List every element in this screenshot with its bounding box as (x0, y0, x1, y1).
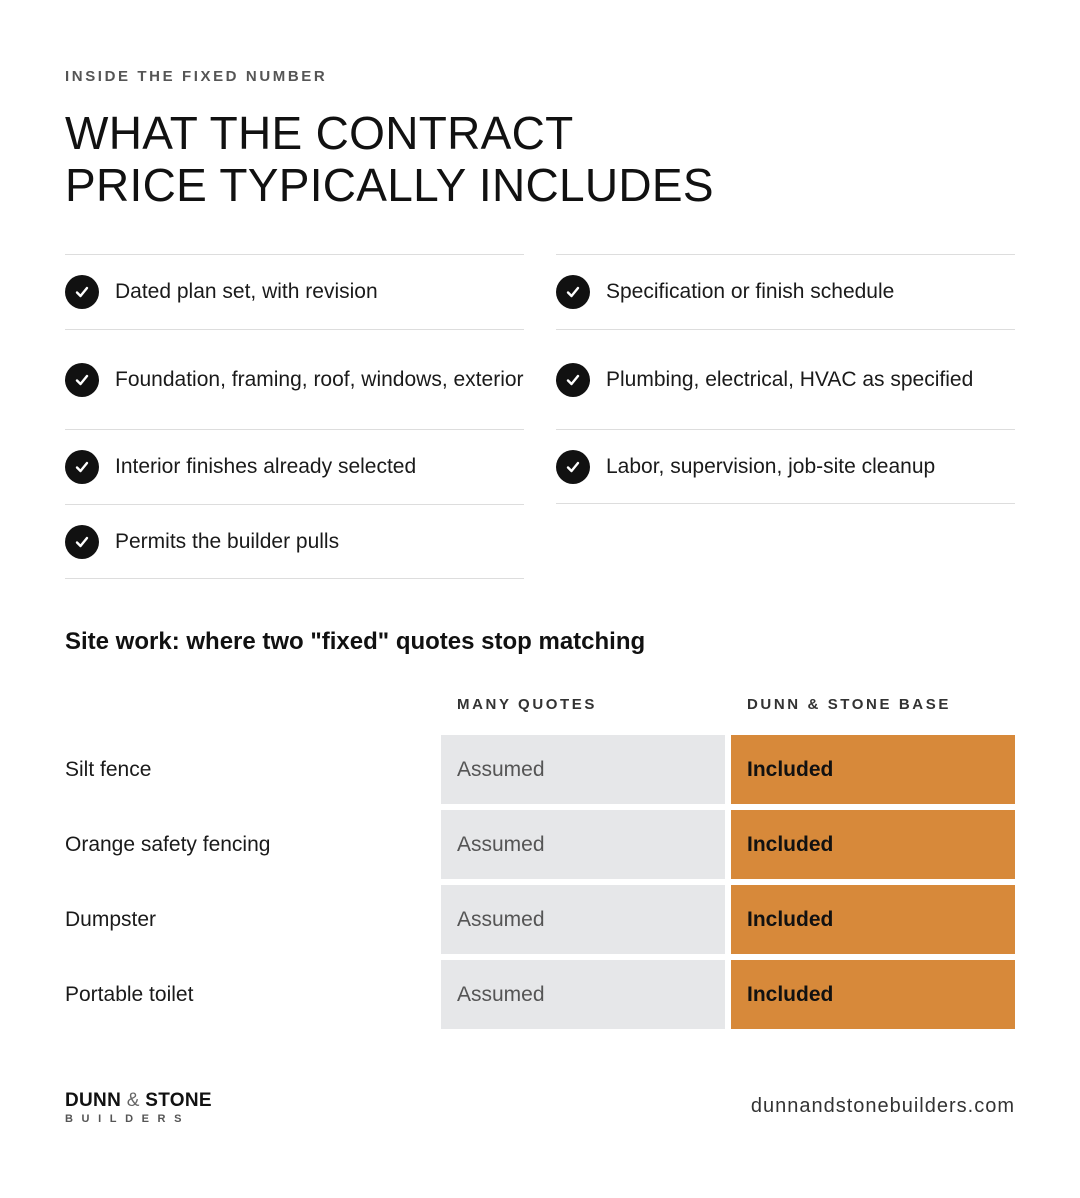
checklist-item (65, 254, 524, 329)
table-row (65, 885, 1015, 960)
checklist-item (556, 329, 1015, 429)
site-work-table (65, 690, 1015, 1035)
checklist-column-left (65, 254, 524, 579)
many-quotes-cell: Assumed (441, 960, 725, 1029)
many-quotes-cell: Assumed (441, 810, 725, 879)
dunn-stone-cell: Included (731, 810, 1015, 879)
website-url: dunnandstonebuilders.com (750, 1095, 1015, 1117)
logo-wordmark (65, 1090, 212, 1112)
dunn-stone-cell: Included (731, 735, 1015, 804)
table-row (65, 810, 1015, 885)
logo-word-1: DUNN (65, 1090, 122, 1111)
title-line-2: PRICE TYPICALLY INCLUDES (65, 159, 714, 211)
check-circle-icon (556, 275, 590, 309)
row-label: Dumpster (65, 907, 157, 931)
check-circle-icon (556, 363, 590, 397)
checklist-item (556, 254, 1015, 329)
checklist-item-label: Interior finishes already selected (115, 455, 417, 478)
page-title (65, 107, 714, 211)
checklist-item (65, 504, 524, 579)
check-circle-icon (65, 450, 99, 484)
table-row (65, 735, 1015, 810)
brand-logo (65, 1090, 212, 1125)
check-circle-icon (556, 450, 590, 484)
many-quotes-cell: Assumed (441, 885, 725, 954)
checklist-column-right (556, 254, 1015, 579)
column-header-many-quotes: MANY QUOTES (457, 696, 598, 713)
checklist-item (65, 429, 524, 504)
check-circle-icon (65, 275, 99, 309)
checklist-item-label: Plumbing, electrical, HVAC as specified (606, 367, 974, 391)
row-label: Portable toilet (65, 982, 194, 1006)
logo-subtitle: BUILDERS (65, 1113, 191, 1125)
site-work-heading: Site work: where two "fixed" quotes stop matching (65, 628, 646, 655)
row-label: Orange safety fencing (65, 832, 271, 856)
eyebrow: INSIDE THE FIXED NUMBER (65, 68, 328, 85)
checklist-item (65, 329, 524, 429)
table-header (65, 690, 1015, 735)
column-header-dunn-stone: DUNN & STONE BASE (747, 696, 951, 713)
many-quotes-cell: Assumed (441, 735, 725, 804)
included-checklist (65, 254, 1015, 579)
checklist-item-label: Dated plan set, with revision (115, 280, 378, 303)
check-circle-icon (65, 525, 99, 559)
checklist-item-label: Permits the builder pulls (115, 529, 340, 553)
table-row (65, 960, 1015, 1035)
checklist-item (556, 429, 1015, 504)
row-label: Silt fence (65, 757, 152, 781)
checklist-item-label: Specification or finish schedule (606, 280, 895, 303)
title-line-1: WHAT THE CONTRACT (65, 107, 574, 159)
dunn-stone-cell: Included (731, 885, 1015, 954)
dunn-stone-cell: Included (731, 960, 1015, 1029)
check-circle-icon (65, 363, 99, 397)
checklist-item-label: Foundation, framing, roof, windows, exterior (115, 367, 524, 391)
logo-ampersand: & (126, 1090, 140, 1111)
logo-word-2: STONE (145, 1090, 212, 1111)
checklist-item-label: Labor, supervision, job-site cleanup (606, 454, 936, 478)
